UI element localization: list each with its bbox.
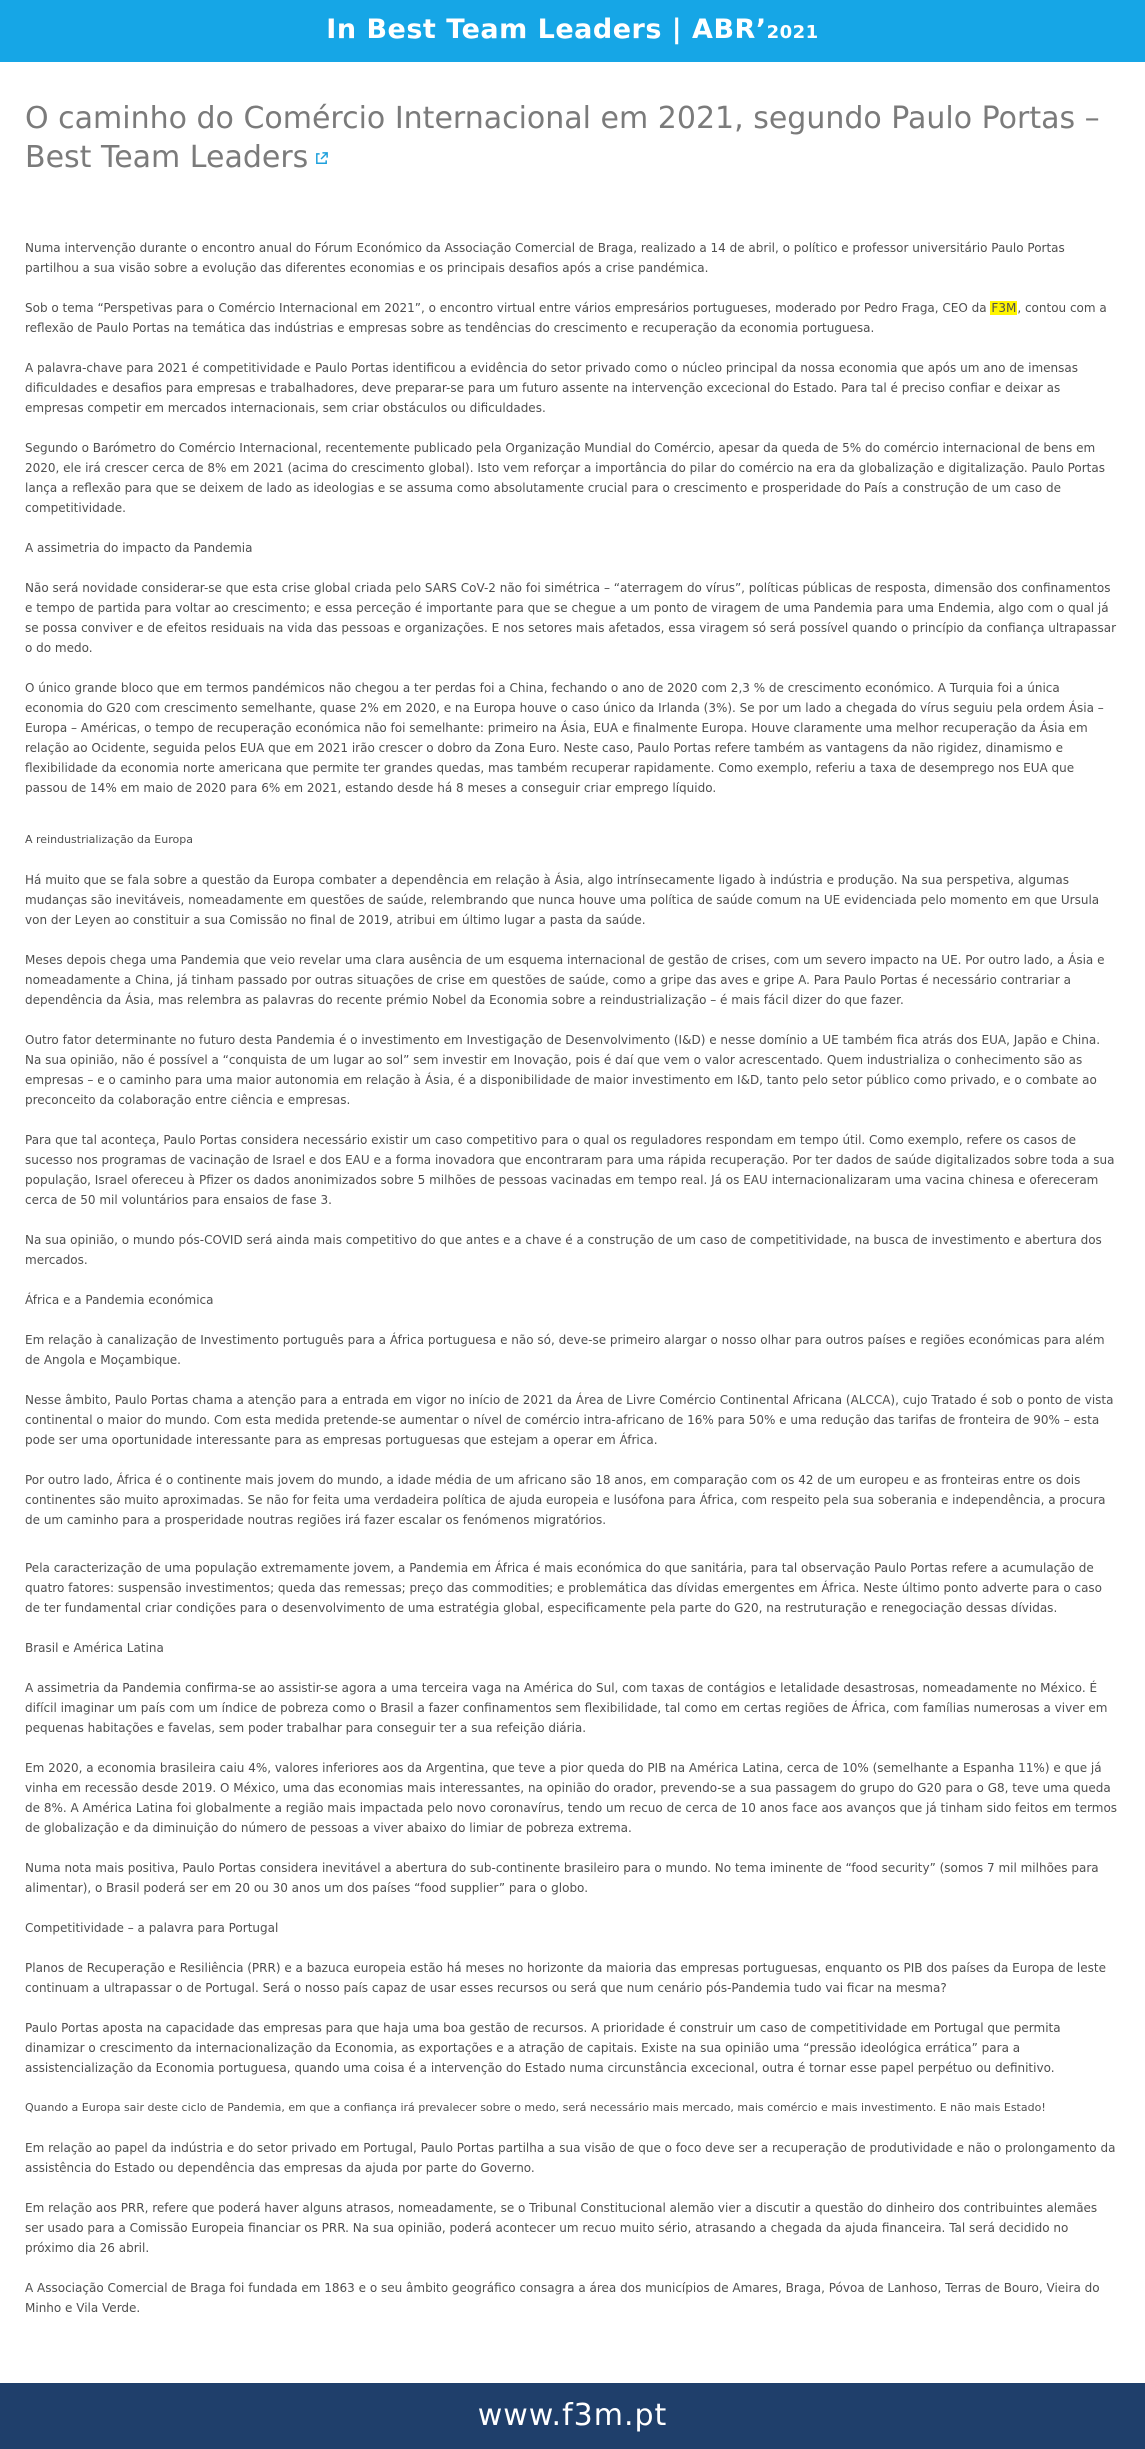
- section-heading: Brasil e América Latina: [25, 1641, 164, 1655]
- paragraph: Segundo o Barómetro do Comércio Internacional, recentemente publicado pela Organização Mundial do Comércio, apesar da queda de 5% do comércio internacional de bens em 2020, ele irá crescer cerca de 8% em 2021 (acima do crescimento global). Isto vem reforçar a importância do pilar do comércio na era da globalização e digitalização. Paulo Portas lança a reflexão para que se deixem de lado as ideologias e se assuma como absolutamente crucial para o crescimento e prosperidade do País a construção de um caso de competitividade.: [25, 441, 1105, 515]
- paragraph: Em relação à canalização de Investimento português para a África portuguesa e não só, deve-se primeiro alargar o nosso olhar para outros países e regiões económicas para além de Angola e Moçambique.: [25, 1333, 1105, 1367]
- paragraph: Há muito que se fala sobre a questão da Europa combater a dependência em relação à Ásia, algo intrínsecamente ligado à indústria e produção. Na sua perspetiva, algumas mudanças são inevitáveis, nomeadamente em questões de saúde, relembrando que nunca houve uma política de saúde comum na UE evidenciada pelo momento em que Ursula von der Leyen ao constituir a sua Comissão no final de 2019, atribui em último lugar a pasta da saúde.: [25, 873, 1100, 927]
- external-link-icon[interactable]: [314, 138, 329, 176]
- title-text: O caminho do Comércio Internacional em 2021, segundo Paulo Portas – Best Team Leaders: [25, 101, 1100, 175]
- footer-website-link[interactable]: www.f3m.pt: [477, 2398, 668, 2433]
- paragraph: A Associação Comercial de Braga foi fundada em 1863 e o seu âmbito geográfico consagra a área dos municípios de Amares, Braga, Póvoa de Lanhoso, Terras de Bouro, Vieira do Minho e Vila Verde.: [25, 2281, 1100, 2315]
- paragraph: Outro fator determinante no futuro desta Pandemia é o investimento em Investigação de Desenvolvimento (I&D) e nesse domínio a UE também fica atrás dos EUA, Japão e China. Na sua opinião, não é possível a “conquista de um lugar ao sol” sem investir em Inovação, pois é daí que vem o valor acrescentado. Quem industrializa o conhecimento são as empresas – e o caminho para uma maior autonomia em relação à Ásia, é a disponibilidade de maior investimento em I&D, tanto pelo setor público como privado, e o combate ao preconceito da colaboração entre ciência e empresas.: [25, 1033, 1101, 1107]
- paragraph-text: , contou com a reflexão de Paulo Portas na temática das indústrias e empresas sobre as tendências do crescimento e recuperação da economia portuguesa.: [25, 301, 1107, 335]
- paragraph: A palavra-chave para 2021 é competitividade e Paulo Portas identificou a evidência do setor privado como o núcleo principal da nossa economia que após um ano de imensas dificuldades e desafios para empresas e trabalhadores, deve preparar-se para um futuro assente na intervenção excecional do Estado. Para tal é preciso confiar e deixar as empresas competir em mercados internacionais, sem criar obstáculos ou dificuldades.: [25, 361, 1078, 415]
- paragraph: Quando a Europa sair deste ciclo de Pandemia, em que a confiança irá prevalecer sobre o medo, será necessário mais mercado, mais comércio e mais investimento. E não mais Estado!: [25, 2101, 1046, 2114]
- paragraph: Nesse âmbito, Paulo Portas chama a atenção para a entrada em vigor no início de 2021 da Área de Livre Comércio Continental Africana (ALCCA), cujo Tratado é sob o ponto de vista continental o maior do mundo. Com esta medida pretende-se aumentar o nível de comércio intra-africano de 16% para 50% e uma redução das tarifas de fronteira de 90% – esta pode ser uma oportunidade interessante para as empresas portuguesas que estejam a operar em África.: [25, 1393, 1114, 1447]
- paragraph: Em relação aos PRR, refere que poderá haver alguns atrasos, nomeadamente, se o Tribunal Constitucional alemão vier a discutir a questão do dinheiro dos contribuintes alemães ser usado para a Comissão Europeia financiar os PRR. Na sua opinião, poderá acontecer um recuo muito sério, atrasando a chegada da ajuda financeira. Tal será decidido no próximo dia 26 abril.: [25, 2201, 1098, 2255]
- section-heading: Competitividade – a palavra para Portugal: [25, 1921, 279, 1935]
- page-title: [25, 100, 1105, 177]
- paragraph: Paulo Portas aposta na capacidade das empresas para que haja uma boa gestão de recursos. A prioridade é construir um caso de competitividade em Portugal que permita dinamizar o crescimento da internacionalização da Economia, as exportações e a atração de capitais. Existe na sua opinião uma “pressão ideológica errática” para a assistencialização da Economia portuguesa, quando uma coisa é a intervenção do Estado numa circunstância excecional, outra é tornar esse papel perpétuo ou definitivo.: [25, 2021, 1061, 2075]
- paragraph: O único grande bloco que em termos pandémicos não chegou a ter perdas foi a China, fechando o ano de 2020 com 2,3 % de crescimento económico. A Turquia foi a única economia do G20 com crescimento semelhante, quase 2% em 2020, e na Europa houve o caso único da Irlanda (3%). Se por um lado a chegada do vírus seguiu pela ordem Ásia – Europa – Américas, o tempo de recuperação económica não foi semelhante: primeiro na Ásia, EUA e finalmente Europa. Houve claramente uma melhor recuperação da Ásia em relação ao Ocidente, seguida pelos EUA que em 2021 irão crescer o dobro da Zona Euro. Neste caso, Paulo Portas refere também as vantagens da não rigidez, dinamismo e flexibilidade da economia norte americana que permite ter grandes quedas, mas também recuperar rapidamente. Como exemplo, referiu a taxa de desemprego nos EUA que passou de 14% em maio de 2020 para 6% em 2021, estando desde há 8 meses a conseguir criar emprego líquido.: [25, 681, 1104, 795]
- paragraph: Planos de Recuperação e Resiliência (PRR) e a bazuca europeia estão há meses no horizonte da maioria das empresas portuguesas, enquanto os PIB dos países da Europa de leste continuam a ultrapassar o de Portugal. Será o nosso país capaz de usar esses recursos ou será que num cenário pós-Pandemia tudo vai ficar na mesma?: [25, 1961, 1106, 1995]
- paragraph: A assimetria da Pandemia confirma-se ao assistir-se agora a uma terceira vaga na América do Sul, com taxas de contágios e letalidade desastrosas, nomeadamente no México. É difícil imaginar um país com um índice de pobreza como o Brasil a fazer confinamentos sem flexibilidade, tal como em certas regiões de África, com famílias numerosas a viver em pequenas habitações e favelas, sem poder trabalhar para conseguir ter a sua refeição diária.: [25, 1681, 1108, 1735]
- section-heading: A reindustrialização da Europa: [25, 833, 193, 846]
- paragraph: [25, 298, 1119, 338]
- highlighted-company: F3M: [991, 301, 1017, 315]
- paragraph: Numa intervenção durante o encontro anual do Fórum Económico da Associação Comercial de Braga, realizado a 14 de abril, o político e professor universitário Paulo Portas partilhou a sua visão sobre a evolução das diferentes economias e os principais desafios após a crise pandémica.: [25, 241, 1065, 275]
- section-heading: África e a Pandemia económica: [25, 1293, 214, 1307]
- paragraph: Em relação ao papel da indústria e do setor privado em Portugal, Paulo Portas partilha a sua visão de que o foco deve ser a recuperação de produtividade e não o prolongamento da assistência do Estado ou dependência das empresas da ajuda por parte do Governo.: [25, 2141, 1116, 2175]
- section-heading: A assimetria do impacto da Pandemia: [25, 541, 253, 555]
- paragraph: Numa nota mais positiva, Paulo Portas considera inevitável a abertura do sub-continente brasileiro para o mundo. No tema iminente de “food security” (somos 7 mil milhões para alimentar), o Brasil poderá ser em 20 ou 30 anos um dos países “food supplier” para o globo.: [25, 1861, 1099, 1895]
- banner-year: 2021: [766, 22, 819, 43]
- banner-title: In Best Team Leaders | ABR’: [326, 14, 767, 45]
- paragraph-text: Sob o tema “Perspetivas para o Comércio Internacional em 2021”, o encontro virtual entre vários empresários portugueses, moderado por Pedro Fraga, CEO da: [25, 301, 991, 315]
- header-banner: [0, 0, 1145, 62]
- paragraph: Não será novidade considerar-se que esta crise global criada pelo SARS CoV-2 não foi simétrica – “aterragem do vírus”, políticas públicas de resposta, dimensão dos confinamentos e tempo de partida para voltar ao crescimento; e essa perceção é importante para que se chegue a um ponto de viragem de uma Pandemia para uma Endemia, algo com o qual já se possa conviver e de efeitos residuais na vida das pessoas e organizações. E nos setores mais afetados, essa viragem só será possível quando o princípio da confiança ultrapassar o do medo.: [25, 581, 1116, 655]
- paragraph: Pela caracterização de uma população extremamente jovem, a Pandemia em África é mais económica do que sanitária, para tal observação Paulo Portas refere a acumulação de quatro fatores: suspensão investimentos; queda das remessas; preço das commodities; e problemática das dívidas emergentes em África. Neste último ponto adverte para o caso de ter fundamental criar condições para o desenvolvimento de uma estratégia global, especificamente pela parte do G20, na restruturação e renegociação dessas dívidas.: [25, 1561, 1103, 1615]
- paragraph: Em 2020, a economia brasileira caiu 4%, valores inferiores aos da Argentina, que teve a pior queda do PIB na América Latina, cerca de 10% (semelhante a Espanha 11%) e que já vinha em recessão desde 2019. O México, uma das economias mais interessantes, na opinião do orador, prevendo-se a sua passagem do grupo do G20 para o G8, teve uma queda de 8%. A América Latina foi globalmente a região mais impactada pelo novo coronavírus, tendo um recuo de cerca de 10 anos face aos avanços que já tinham sido feitos em termos de globalização e da diminuição do número de pessoas a viver abaixo do limiar de pobreza extrema.: [25, 1761, 1118, 1835]
- article-body: [25, 238, 1119, 2338]
- footer-banner: [0, 2383, 1145, 2449]
- paragraph: Meses depois chega uma Pandemia que veio revelar uma clara ausência de um esquema internacional de gestão de crises, com um severo impacto na UE. Por outro lado, a Ásia e nomeadamente a China, já tinham passado por outras situações de crise em questões de saúde, como a gripe das aves e gripe A. Para Paulo Portas é necessário contrariar a dependência da Ásia, mas relembra as palavras do recente prémio Nobel da Economia sobre a reindustrialização – é mais fácil dizer do que fazer.: [25, 953, 1105, 1007]
- paragraph: Para que tal aconteça, Paulo Portas considera necessário existir um caso competitivo para o qual os reguladores respondam em tempo útil. Como exemplo, refere os casos de sucesso nos programas de vacinação de Israel e dos EAU e a forma inovadora que encontraram para uma rápida recuperação. Por ter dados de saúde digitalizados sobre toda a sua população, Israel ofereceu à Pfizer os dados anonimizados sobre 5 milhões de pessoas vacinadas em tempo real. Já os EAU internacionalizaram uma vacina chinesa e ofereceram cerca de 50 mil voluntários para ensaios de fase 3.: [25, 1133, 1115, 1207]
- paragraph: Na sua opinião, o mundo pós-COVID será ainda mais competitivo do que antes e a chave é a construção de um caso de competitividade, na busca de investimento e abertura dos mercados.: [25, 1233, 1102, 1267]
- paragraph: Por outro lado, África é o continente mais jovem do mundo, a idade média de um africano são 18 anos, em comparação com os 42 de um europeu e as fronteiras entre os dois continentes são muito aproximadas. Se não for feita uma verdadeira política de ajuda europeia e lusófona para África, com respeito pela sua soberania e independência, a procura de um caminho para a prosperidade noutras regiões irá fazer escalar os fenómenos migratórios.: [25, 1473, 1106, 1527]
